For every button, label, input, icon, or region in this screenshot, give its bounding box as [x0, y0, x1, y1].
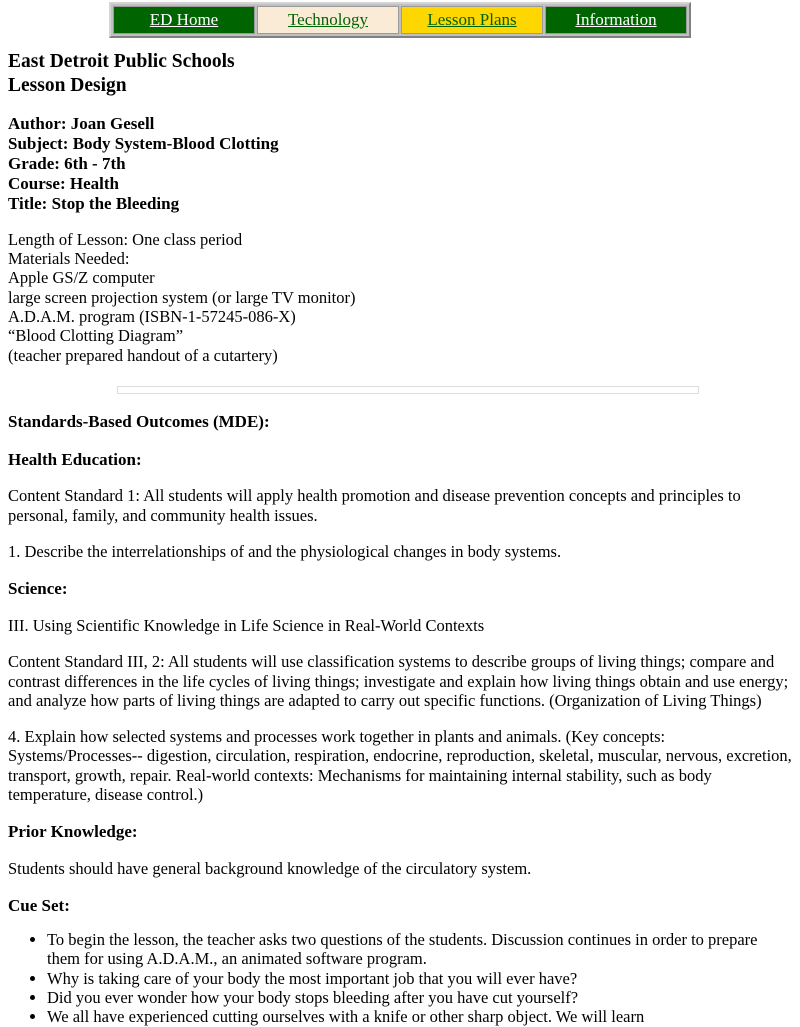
- nav-link-technology[interactable]: Technology: [287, 10, 368, 30]
- nav-table: [109, 2, 691, 38]
- meta-grade: Grade: 6th - 7th: [8, 153, 126, 173]
- health-outcome-item-1: 1. Describe the interrelationships of and the physiological changes in body systems.: [8, 541, 562, 561]
- science-heading: Science:: [8, 579, 68, 599]
- nav-cell-lesson-plans[interactable]: [401, 6, 543, 34]
- nav-row: [113, 6, 687, 34]
- lesson-length: Length of Lesson: One class period: [8, 229, 243, 249]
- meta-subject: Subject: Body System-Blood Clotting: [8, 133, 279, 153]
- nav-cell-ed-home[interactable]: [113, 6, 255, 34]
- material-item-1: Apple GS/Z computer: [8, 268, 155, 288]
- science-strand: III. Using Scientific Knowledge in Life Science in Real-World Contexts: [8, 615, 485, 635]
- materials-heading: Materials Needed:: [8, 249, 130, 269]
- cue-set-list: [8, 930, 794, 1026]
- nav-link-ed-home[interactable]: ED Home: [149, 10, 219, 30]
- meta-title: Title: Stop the Bleeding: [8, 193, 180, 213]
- meta-course: Course: Health: [8, 173, 119, 193]
- science-content-standard: Content Standard III, 2: All students will use classification systems to describe groups of living things; compare and contrast differences in the life cycles of living things; investigate and explain how living things obtain and use energy; and analyze how parts of living things are adapted to carry out specific functions. (Organization of Living Things): [8, 652, 789, 710]
- nav-link-information[interactable]: Information: [575, 10, 657, 30]
- health-education-heading: Health Education:: [8, 449, 142, 469]
- standards-heading: Standards-Based Outcomes (MDE):: [8, 411, 270, 431]
- material-item-4: “Blood Clotting Diagram”: [8, 326, 184, 346]
- health-content-standard: Content Standard 1: All students will apply health promotion and disease prevention concepts and principles to personal, family, and community health issues.: [8, 486, 741, 525]
- meta-author: Author: Joan Gesell: [8, 113, 155, 133]
- nav-link-lesson-plans[interactable]: Lesson Plans: [427, 10, 517, 30]
- section-divider: [117, 386, 699, 394]
- science-outcome-item-4: 4. Explain how selected systems and processes work together in plants and animals. (Key concepts: Systems/Processes-- digestion, circulation, respiration, endocrine, reproduction, skeletal, muscular, nervous, excretion, transport, growth, repair. Real-world contexts: Mechanisms for maintaining internal stability, such as body temperature, disease control.): [8, 727, 792, 804]
- page-content: [0, 50, 800, 1027]
- material-item-2: large screen projection system (or large TV monitor): [8, 287, 356, 307]
- prior-knowledge-heading: Prior Knowledge:: [8, 822, 138, 842]
- prior-knowledge-text: Students should have general background knowledge of the circulatory system.: [8, 859, 532, 879]
- list-item: • We all have experienced cutting ourselves with a knife or other sharp object. We will learn: [47, 1007, 794, 1026]
- page-title-line-2: Lesson Design: [8, 74, 127, 96]
- list-item: • Why is taking care of your body the most important job that you will ever have?: [47, 969, 794, 988]
- list-item: • Did you ever wonder how your body stops bleeding after you have cut yourself?: [47, 988, 794, 1007]
- navigation-bar: [0, 0, 800, 38]
- cue-set-heading: Cue Set:: [8, 896, 70, 916]
- nav-cell-technology[interactable]: [257, 6, 399, 34]
- page-title: [8, 50, 794, 98]
- page-title-line-1: East Detroit Public Schools: [8, 51, 235, 72]
- lesson-metadata: [8, 114, 794, 214]
- nav-cell-information[interactable]: [545, 6, 687, 34]
- material-item-5: (teacher prepared handout of a cutartery): [8, 345, 278, 365]
- list-item: • To begin the lesson, the teacher asks two questions of the students. Discussion continues in order to prepare them for using A.D.A.M., an animated software program.: [47, 930, 794, 969]
- materials-section: [8, 230, 794, 365]
- material-item-3: A.D.A.M. program (ISBN-1-57245-086-X): [8, 306, 296, 326]
